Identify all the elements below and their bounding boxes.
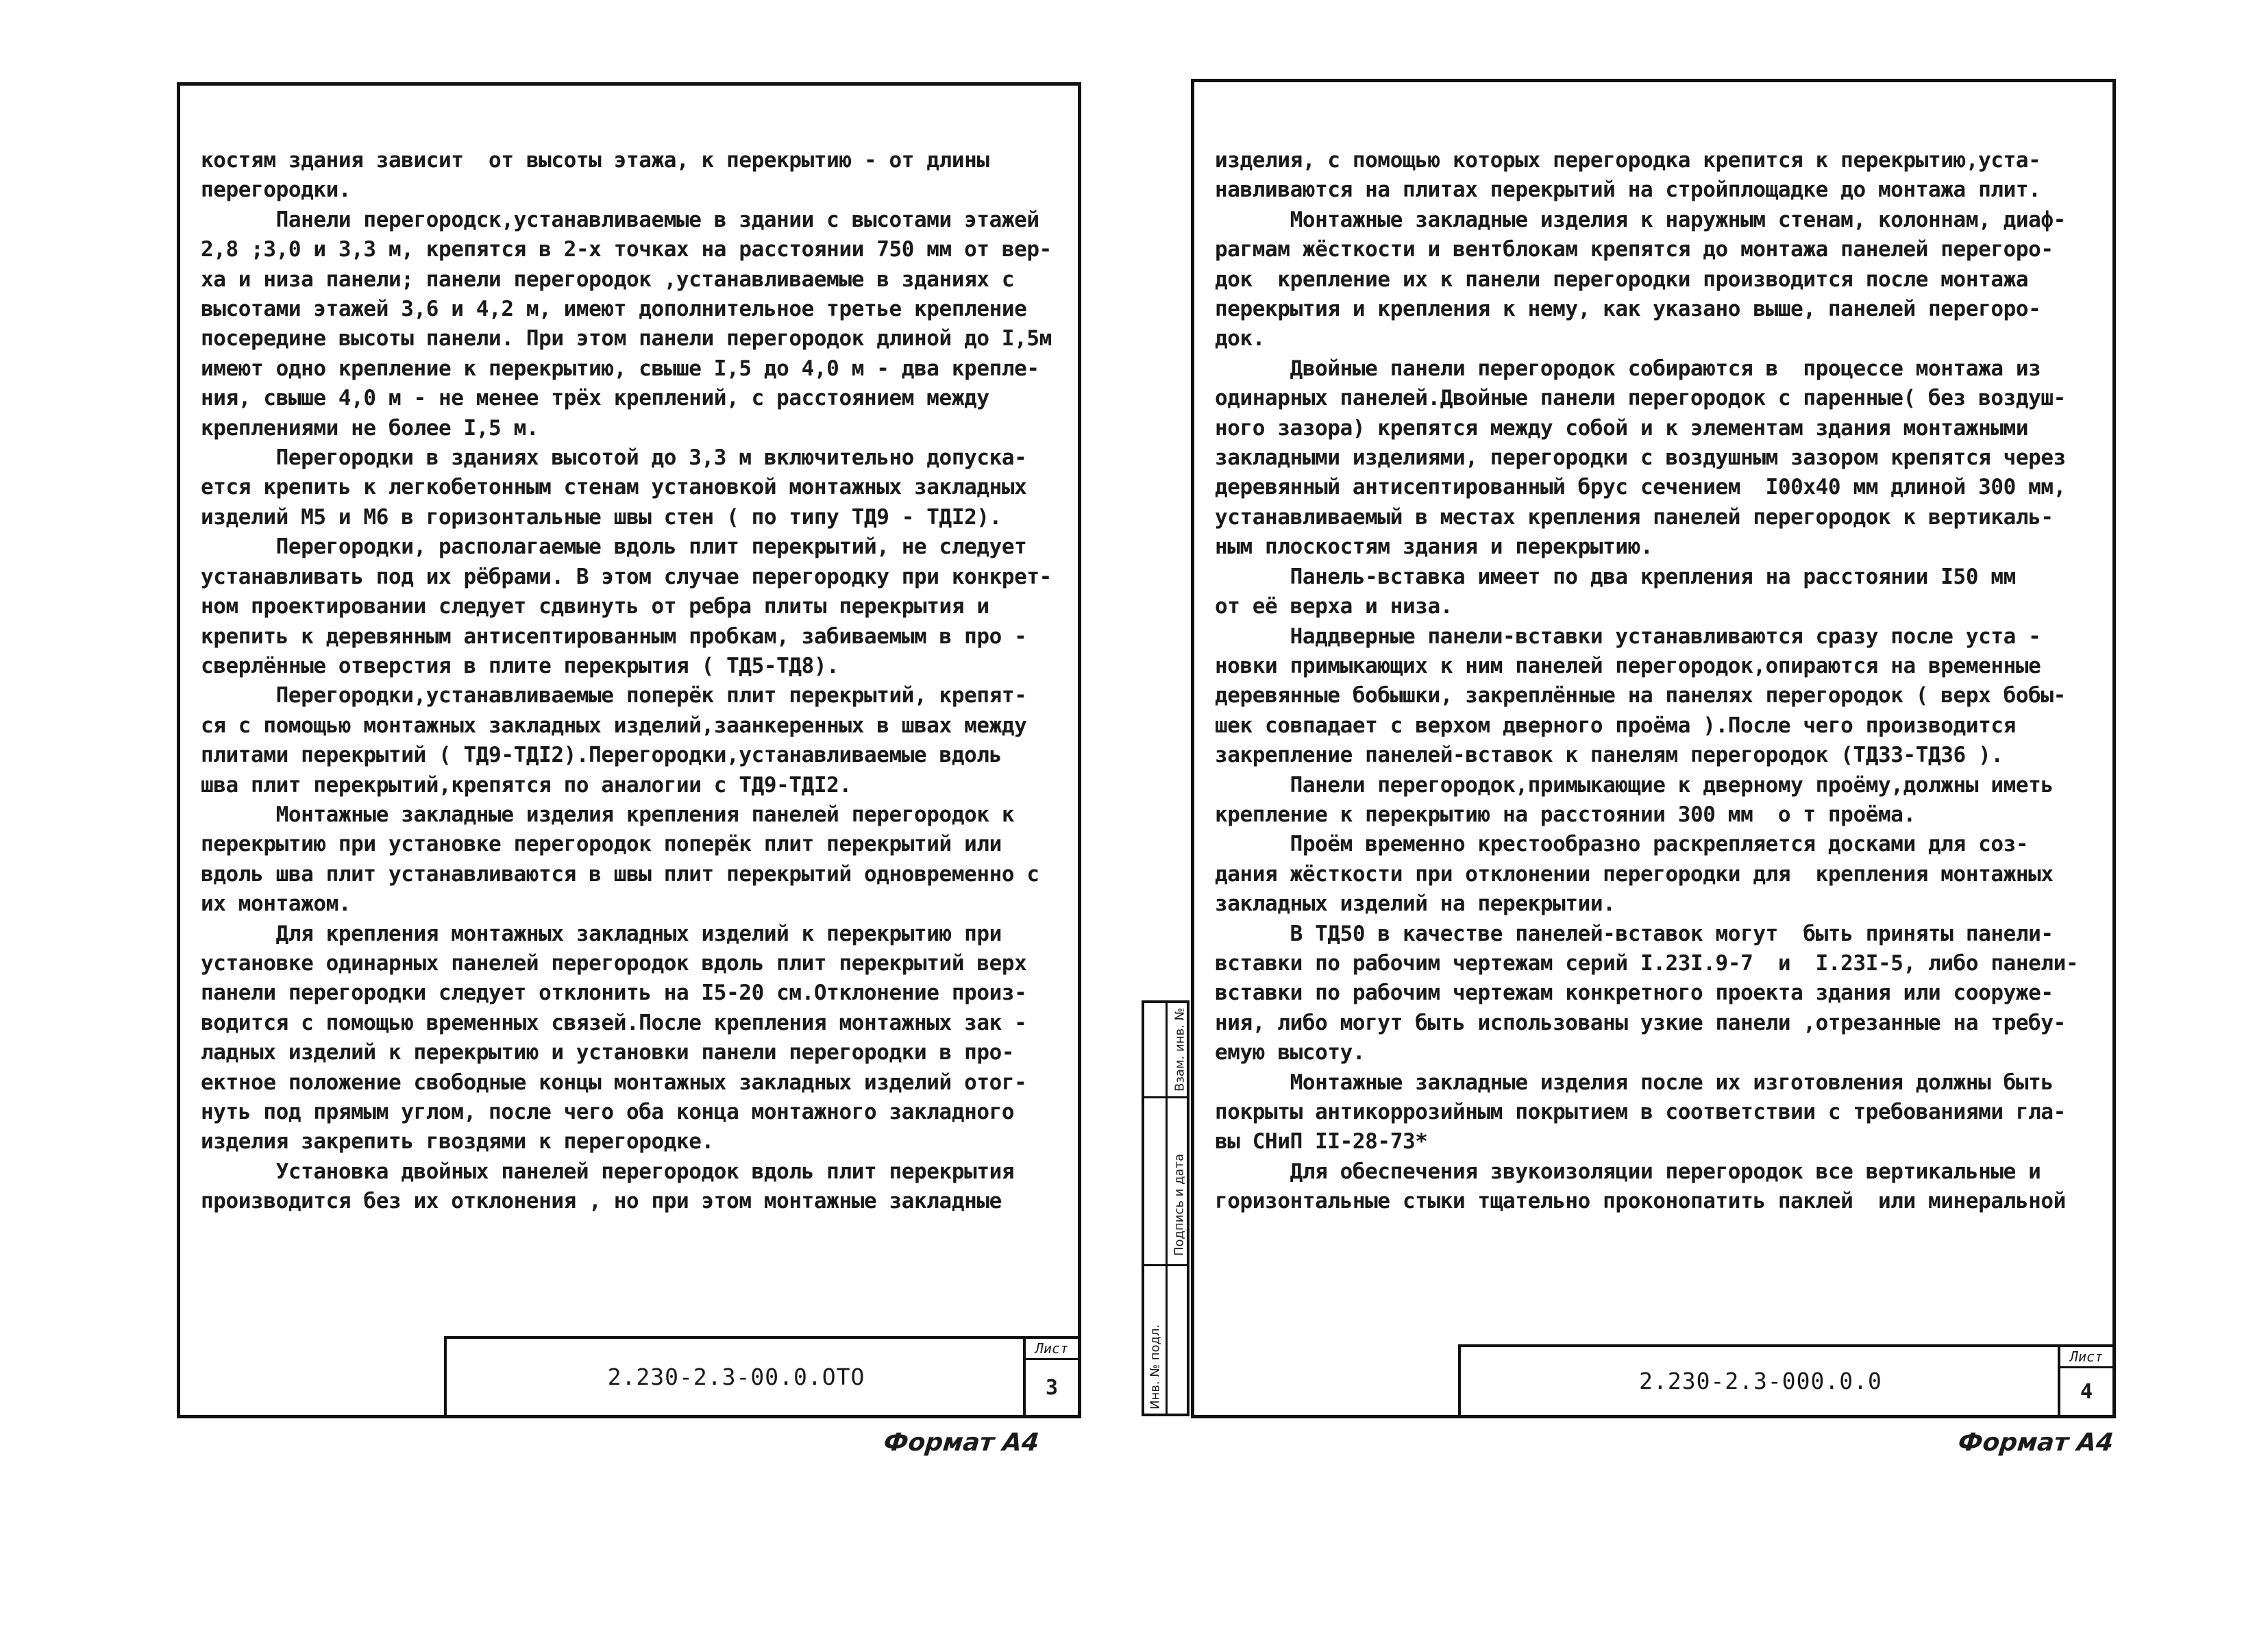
left-document-code: 2.230-2.3-00.0.ОТО <box>607 1364 865 1390</box>
left-format-note: Формат А4 <box>882 1429 1041 1457</box>
binding-strip-label-replacement: Взам. инв. № <box>1172 1007 1187 1092</box>
right-format-note: Формат А4 <box>1956 1429 2115 1457</box>
right-page-body-text: изделия, с помощью которых перегородка крепится к перекрытию,уста- навливаются на плитах перекрытий на стройплощадке до монтажа плит. Монтажные закладные изделия к наружным стенам, колоннам, диаф- рагмам жёсткости и вентблокам крепятся до монтажа панелей перегоро- док крепление их к панели перегородки производится после монтажа перекрытия и крепления к нему, как указано выше, панелей перегоро- док. Двойные панели перегородок собираются в процессе монтажа из одинарных панелей.Двойные панели перегородок с паренные( без воздуш- ного зазора) крепятся между собой и к элементам здания монтажными закладными изделиями, перегородки с воздушным зазором крепятся через деревянный антисептированный брус сечением I00х40 мм длиной 300 мм, устанавливаемый в местах крепления панелей перегородок к вертикаль- ным плоскостям здания и перекрытию. Панель-вставка имеет по два крепления на расстоянии I50 мм от её верха и низа. Наддверные панели-вставки устанавливаются сразу после уста - новки примыкающих к ним панелей перегородок,опираются на временные деревянные бобышки, закреплённые на панелях перегородок ( верх бобы- шек совпадает с верхом дверного проёма ).После чего производится закрепление панелей-вставок к панелям перегородок (ТД33-ТД36 ). Панели перегородок,примыкающие к дверному проёму,должны иметь крепление к перекрытию на расстоянии 300 мм о т проёма. Проём временно крестообразно раскрепляется досками для соз- дания жёсткости при отклонении перегородки для крепления монтажных закладных изделий на перекрытии. В ТД50 в качестве панелей-вставок могут быть приняты панели- вставки по рабочим чертежам серий I.23I.9-7 и I.23I-5, либо панели- вставки по рабочим чертежам конкретного проекта здания или сооруже- ния, либо могут быть использованы узкие панели ,отрезанные на требу- емую высоту. Монтажные закладные изделия после их изготовления должны быть покрыты антикоррозийным покрытием в соответствии с требованиями гла- вы СНиП II-28-73* Для обеспечения звукоизоляции перегородок все вертикальные и горизонтальные стыки тщательно проконопатить паклей или минеральной <box>1215 148 2079 1214</box>
left-sheet-number: 3 <box>1045 1375 1059 1400</box>
binding-strip-label-inventory: Инв. № подл. <box>1148 1324 1162 1409</box>
right-document-code: 2.230-2.3-000.0.0 <box>1639 1368 1882 1394</box>
left-page <box>177 82 1081 1418</box>
binding-strip-column <box>1144 1003 1168 1414</box>
right-page <box>1191 79 2116 1418</box>
left-title-block <box>444 1336 1078 1415</box>
left-sheet-label: Лист <box>1026 1339 1078 1360</box>
right-sheet-label: Лист <box>2060 1347 2112 1368</box>
left-page-body-text: костям здания зависит от высоты этажа, к перекрытию - от длины перегородки. Панели перегородск,устанавливаемые в здании с высотами этажей 2,8 ;3,0 и 3,3 м, крепятся в 2-х точках на расстоянии 750 мм от вер- ха и низа панели; панели перегородок ,устанавливаемые в зданиях с высотами этажей 3,6 и 4,2 м, имеют дополнительное третье крепление посередине высоты панели. При этом панели перегородок длиной до I,5м имеют одно крепление к перекрытию, свыше I,5 до 4,0 м - два крепле- ния, свыше 4,0 м - не менее трёх креплений, с расстоянием между креплениями не более I,5 м. Перегородки в зданиях высотой до 3,3 м включительно допуска- ется крепить к легкобетонным стенам установкой монтажных закладных изделий М5 и М6 в горизонтальные швы стен ( по типу ТД9 - ТДI2). Перегородки, располагаемые вдоль плит перекрытий, не следует устанавливать под их рёбрами. В этом случае перегородку при конкрет- ном проектировании следует сдвинуть от ребра плиты перекрытия и крепить к деревянным антисептированным пробкам, забиваемым в про - сверлённые отверстия в плите перекрытия ( ТД5-ТД8). Перегородки,устанавливаемые поперёк плит перекрытий, крепят- ся с помощью монтажных закладных изделий,заанкеренных в швах между плитами перекрытий ( ТД9-ТДI2).Перегородки,устанавливаемые вдоль шва плит перекрытий,крепятся по аналогии с ТД9-ТДI2. Монтажные закладные изделия крепления панелей перегородок к перекрытию при установке перегородок поперёк плит перекрытий или вдоль шва плит устанавливаются в швы плит перекрытий одновременно с их монтажом. Для крепления монтажных закладных изделий к перекрытию при установке одинарных панелей перегородок вдоль плит перекрытий верх панели перегородки следует отклонить на I5-20 см.Отклонение произ- водится с помощью временных связей.После крепления монтажных зак - ладных изделий к перекрытию и установки панели перегородки в про- ектное положение свободные концы монтажных закладных изделий отог- нуть под прямым углом, после чего оба конца монтажного закладного изделия закрепить гвоздями к перегородке. Установка двойных панелей перегородок вдоль плит перекрытия производится без их отклонения , но при этом монтажные закладные <box>201 148 1052 1214</box>
binding-strip-label-signature: Подпись и дата <box>1172 1153 1187 1256</box>
binding-strip-divider <box>1144 1264 1187 1266</box>
binding-strip <box>1142 1000 1190 1416</box>
right-sheet-cell <box>2058 1347 2112 1415</box>
right-sheet-number: 4 <box>2080 1379 2093 1404</box>
left-sheet-cell <box>1023 1339 1078 1415</box>
right-title-block <box>1458 1344 2112 1415</box>
binding-strip-divider <box>1144 1096 1187 1098</box>
